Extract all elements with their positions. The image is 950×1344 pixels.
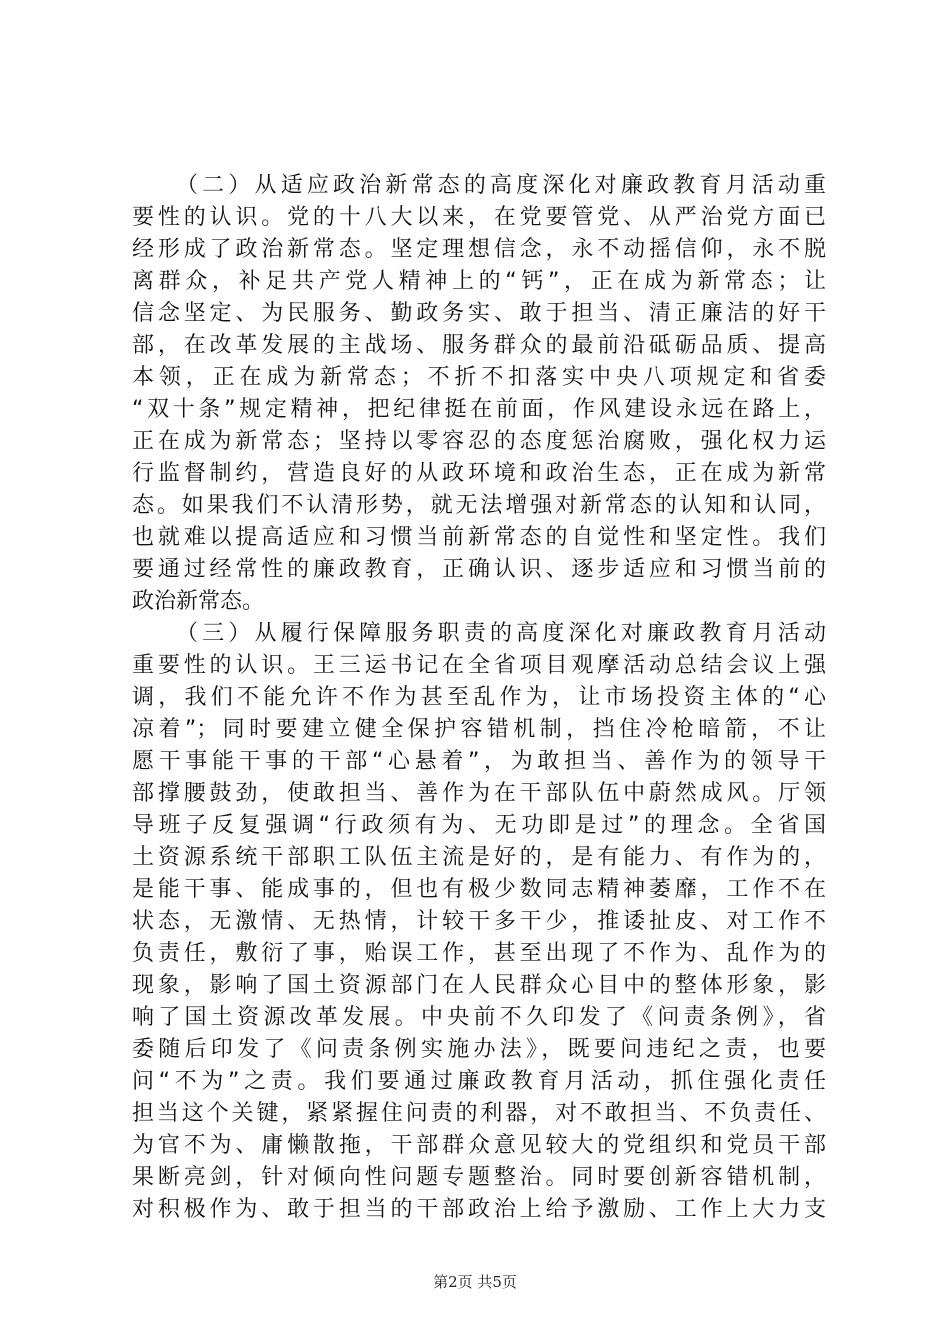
text-line: 正在成为新常态；坚持以零容忍的态度惩治腐败，强化权力运 [132,429,826,454]
text-line: （三）从履行保障服务职责的高度深化对廉政教育月活动 [176,621,826,646]
text-line: 为官不为、庸懒散拖，干部群众意见较大的党组织和党员干部 [132,1133,826,1158]
text-line: 经形成了政治新常态。坚定理想信念，永不动摇信仰，永不脱 [132,237,826,262]
text-line: 担当这个关键，紧紧握住问责的利器，对不敢担当、不负责任、 [132,1101,826,1126]
paragraph-3 [132,618,826,1226]
text-line: 政治新常态。 [132,589,265,614]
text-line: 态。如果我们不认清形势，就无法增强对新常态的认知和认同， [132,493,826,518]
text-line: 重要性的认识。王三运书记在全省项目观摩活动总结会议上强 [132,653,826,678]
text-line: 现象，影响了国土资源部门在人民群众心目中的整体形象，影 [132,973,826,998]
text-line: 对积极作为、敢于担当的干部政治上给予激励、工作上大力支 [132,1197,826,1222]
text-line: 是能干事、能成事的，但也有极少数同志精神萎靡，工作不在 [132,877,826,902]
text-line: 离群众，补足共产党人精神上的“钙”，正在成为新常态；让 [132,269,826,294]
text-line: 凉着”；同时要建立健全保护容错机制，挡住冷枪暗箭，不让 [132,717,826,742]
text-line: 土资源系统干部职工队伍主流是好的，是有能力、有作为的， [132,845,826,870]
text-line: 负责任，敷衍了事，贻误工作，甚至出现了不作为、乱作为的 [132,941,826,966]
text-line: 问“不为”之责。我们要通过廉政教育月活动，抓住强化责任 [132,1069,826,1094]
text-line: 响了国土资源改革发展。中央前不久印发了《问责条例》，省 [132,1005,826,1030]
text-line: 要通过经常性的廉政教育，正确认识、逐步适应和习惯当前的 [132,557,826,582]
text-line: 委随后印发了《问责条例实施办法》，既要问违纪之责，也要 [132,1037,826,1062]
paragraph-2 [132,170,826,618]
text-line: 导班子反复强调“行政须有为、无功即是过”的理念。全省国 [132,813,826,838]
text-line: 本领，正在成为新常态；不折不扣落实中央八项规定和省委 [132,365,826,390]
text-line: 部撑腰鼓劲，使敢担当、善作为在干部队伍中蔚然成风。厅领 [132,781,826,806]
text-line: 愿干事能干事的干部“心悬着”，为敢担当、善作为的领导干 [132,749,826,774]
text-line: 要性的认识。党的十八大以来，在党要管党、从严治党方面已 [132,205,826,230]
text-line: 信念坚定、为民服务、勤政务实、敢于担当、清正廉洁的好干 [132,301,826,326]
text-line: 行监督制约，营造良好的从政环境和政治生态，正在成为新常 [132,461,826,486]
text-line: 也就难以提高适应和习惯当前新常态的自觉性和坚定性。我们 [132,525,826,550]
text-line: （二）从适应政治新常态的高度深化对廉政教育月活动重 [176,173,826,198]
page-number-label: 第2页 共5页 [433,1273,517,1291]
text-line: 调，我们不能允许不作为甚至乱作为，让市场投资主体的“心 [132,685,826,710]
text-line: “双十条”规定精神，把纪律挺在前面，作风建设永远在路上， [132,397,826,422]
text-line: 状态，无激情、无热情，计较干多干少，推诿扯皮、对工作不 [132,909,826,934]
page-footer [0,1272,950,1292]
text-line: 部，在改革发展的主战场、服务群众的最前沿砥砺品质、提高 [132,333,826,358]
text-line: 果断亮剑，针对倾向性问题专题整治。同时要创新容错机制， [132,1165,826,1190]
body-text [132,170,826,1226]
